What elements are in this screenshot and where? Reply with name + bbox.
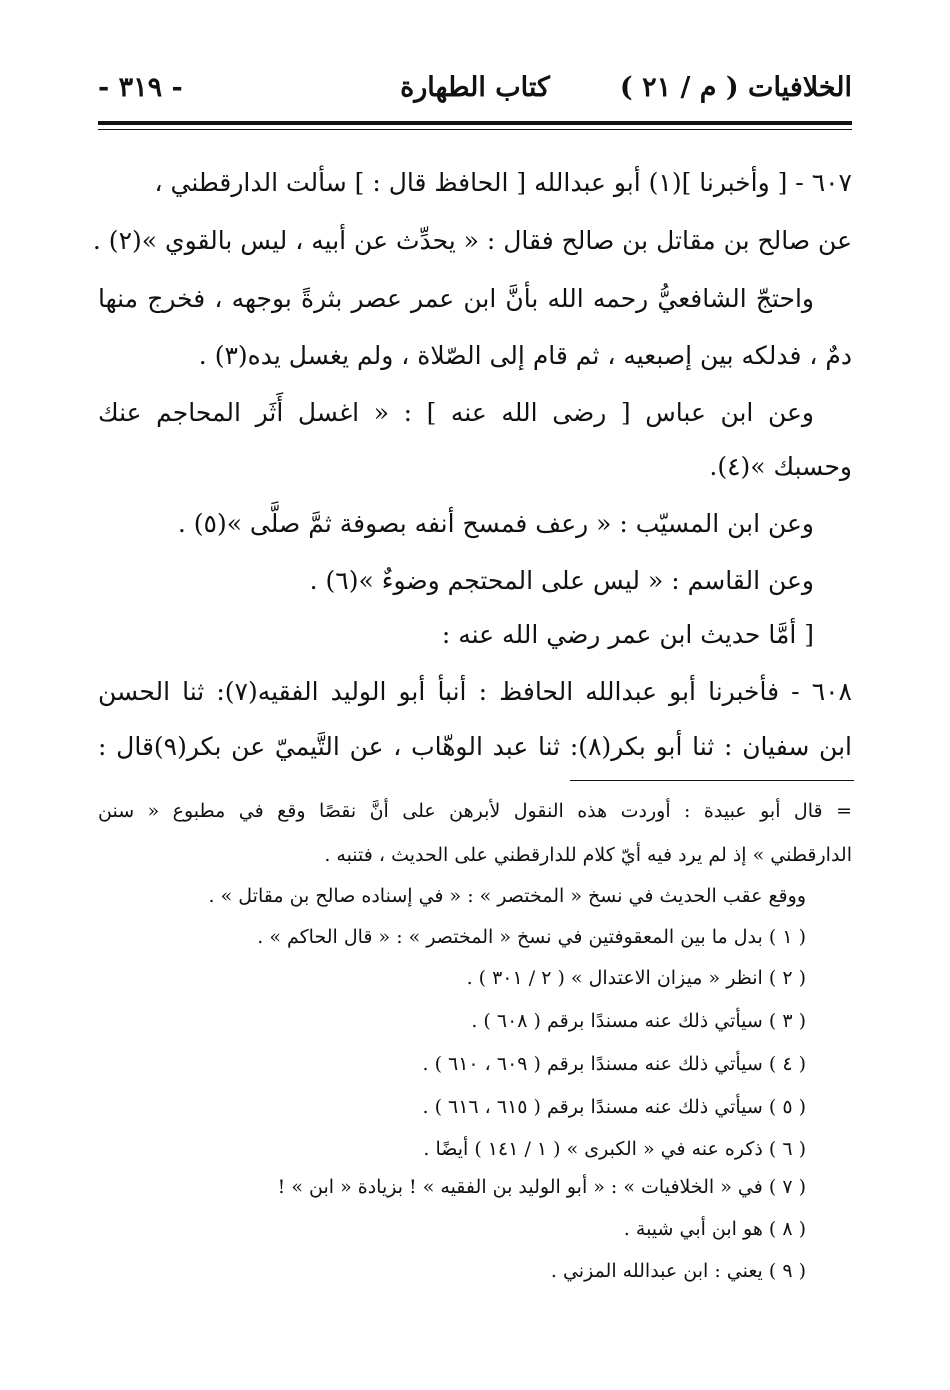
footnote-line: الدارقطني » إذ لم يرد فيه أيّ كلام للدارقطني على الحديث ، فتنبه .: [324, 844, 852, 866]
footnote-line: ( ٢ ) انظر « ميزان الاعتدال » ( ٢ / ٣٠١ ) .: [466, 967, 806, 989]
header-rule-thick: [98, 121, 852, 125]
footnote-separator: [570, 780, 854, 781]
footnote-line: = قال أبو عبيدة : أوردت هذه النقول لأبرهن على أنَّ نقصًا وقع في مطبوع « سنن: [98, 800, 852, 822]
footnote-line: ووقع عقب الحديث في نسخ « المختصر » : « في إسناده صالح بن مقاتل » .: [208, 885, 806, 907]
footnote-line: ( ٨ ) هو ابن أبي شيبة .: [623, 1218, 806, 1240]
body-line: ٦٠٨ - فأخبرنا أبو عبدالله الحافظ : أنبأ أبو الوليد الفقيه(٧): ثنا الحسن: [98, 677, 852, 706]
running-header: [98, 66, 852, 110]
footnote-line: ( ٦ ) ذكره عنه في « الكبرى » ( ١ / ١٤١ ) أيضًا .: [423, 1138, 806, 1160]
footnote-line: ( ٣ ) سيأتي ذلك عنه مسندًا برقم ( ٦٠٨ ) .: [471, 1010, 806, 1032]
body-line: وعن ابن المسيّب : « رعف فمسح أنفه بصوفة ثمَّ صلَّى »(٥) .: [177, 509, 814, 538]
header-rule-thin: [98, 129, 852, 130]
body-line: واحتجّ الشافعيُّ رحمه الله بأنَّ ابن عمر عصر بثرةً بوجهه ، فخرج منها: [98, 284, 814, 313]
body-line: وحسبك »(٤).: [709, 452, 852, 481]
body-line: وعن القاسم : « ليس على المحتجم وضوءٌ »(٦) .: [309, 566, 814, 595]
body-line: ٦٠٧ - [ وأخبرنا ](١) أبو عبدالله [ الحافظ قال : ] سألت الدارقطني ،: [154, 168, 852, 197]
footnote-line: ( ٩ ) يعني : ابن عبدالله المزني .: [550, 1260, 806, 1282]
body-line: [ أمَّا حديث ابن عمر رضي الله عنه :: [441, 620, 814, 649]
footnote-line: ( ٤ ) سيأتي ذلك عنه مسندًا برقم ( ٦٠٩ ، ٦١٠ ) .: [422, 1053, 806, 1075]
footnote-line: ( ٧ ) في « الخلافيات » : « أبو الوليد بن الفقيه » ! بزيادة « ابن » !: [277, 1176, 806, 1198]
body-line: عن صالح بن مقاتل بن صالح فقال : « يحدِّث عن أبيه ، ليس بالقوي »(٢) .: [92, 226, 852, 255]
header-chapter-title: كتاب الطهارة: [400, 72, 550, 103]
header-book-part: الخلافيات ( م / ٢١ ): [619, 72, 852, 103]
body-line: وعن ابن عباس [ رضى الله عنه ] : « اغسل أَثَر المحاجم عنك: [98, 398, 814, 427]
footnote-line: ( ٥ ) سيأتي ذلك عنه مسندًا برقم ( ٦١٥ ، ٦١٦ ) .: [422, 1096, 806, 1118]
footnote-line: ( ١ ) بدل ما بين المعقوفتين في نسخ « المختصر » : « قال الحاكم » .: [257, 926, 806, 948]
body-line: دمٌ ، فدلكه بين إصبعيه ، ثم قام إلى الصّلاة ، ولم يغسل يده(٣) .: [198, 341, 852, 370]
body-line: ابن سفيان : ثنا أبو بكر(٨): ثنا عبد الوهّاب ، عن التَّيميّ عن بكر(٩)قال :: [98, 732, 852, 761]
page-number: - ٣١٩ -: [98, 72, 183, 103]
